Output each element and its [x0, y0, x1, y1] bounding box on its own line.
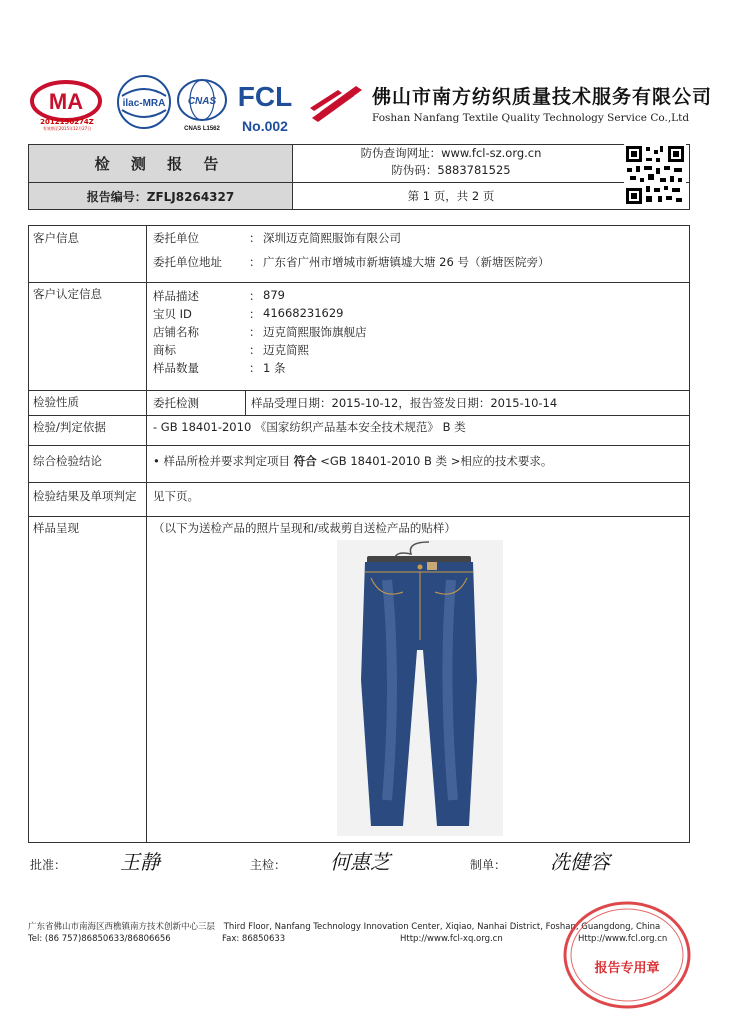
conclusion-row	[29, 445, 689, 483]
nature-value: 委托检测	[153, 396, 199, 410]
qr-code-icon[interactable]	[624, 144, 686, 206]
address-label: 委托单位地址	[153, 255, 222, 269]
jeans-sample-photo	[337, 540, 503, 836]
cma-mark: MA	[48, 89, 84, 114]
footer-fax: Fax: 86850633	[222, 934, 286, 944]
sample-info-row: 客户认定信息 样品描述 ： 879 宝贝 ID ： 41668231629 店铺名称 ： 迈克简熙服饰旗舰店 商标 ： 迈克简熙 样品数量 ： 1 条	[29, 282, 689, 391]
cnas-logo-icon	[176, 76, 228, 134]
ilac-text: ilac-MRA	[122, 98, 166, 109]
brand-value: 迈克简熙	[263, 343, 309, 357]
check-label: 主检：	[250, 858, 287, 872]
unit-value: 深圳迈克简熙服饰有限公司	[263, 231, 401, 245]
fcl-number: No.002	[242, 118, 288, 134]
conclusion-bold: 符合	[293, 454, 317, 468]
unit-label: 委托单位	[153, 231, 199, 245]
stamp-text: 报告专用章	[594, 961, 660, 976]
nature-row	[29, 390, 689, 416]
qty-label: 样品数量	[153, 361, 199, 375]
cma-code: 2012190274Z	[40, 118, 94, 126]
footer-web1[interactable]: Http://www.fcl-xq.org.cn	[400, 934, 503, 944]
cnas-code: CNAS L1562	[184, 126, 220, 132]
id-label: 宝贝 ID	[153, 307, 192, 321]
presentation-label: 样品呈现	[29, 516, 147, 842]
result-label: 检验结果及单项判定	[29, 482, 147, 516]
make-signature: 冼健容	[550, 850, 610, 874]
conclusion-label: 综合检验结论	[29, 445, 147, 482]
brand-label: 商标	[153, 343, 176, 357]
basis-value: - GB 18401-2010 《国家纺织产品基本安全技术规范》 B 类	[153, 420, 466, 434]
cma-subtext: 有效期至2015年12月27日	[42, 126, 92, 131]
company-name-cn: 佛山市南方纺织质量技术服务有限公司	[372, 86, 713, 108]
presentation-note: （以下为送检产品的照片呈现和/或裁剪自送检产品的贴样）	[153, 521, 456, 535]
page-indicator: 第 1 页，共 2 页	[407, 189, 495, 203]
unit-colon: ：	[249, 231, 261, 245]
nanfang-logo-icon	[308, 82, 364, 124]
address-colon: ：	[249, 255, 261, 269]
footer-web2[interactable]: Http://www.fcl.org.cn	[578, 934, 668, 944]
dates-value: 样品受理日期：2015-10-12，报告签发日期：2015-10-14	[251, 396, 558, 410]
result-value: 见下页。	[153, 489, 199, 503]
ilac-mra-logo-icon	[116, 72, 172, 134]
client-info-label: 客户信息	[29, 226, 147, 282]
report-header	[28, 144, 690, 210]
conclusion-post: <GB 18401-2010 B 类 >相应的技术要求。	[320, 454, 553, 468]
report-number: 报告编号：ZFLJ8264327	[29, 183, 293, 209]
approve-label: 批准：	[30, 858, 67, 872]
make-label: 制单：	[470, 858, 507, 872]
nature-label: 检验性质	[29, 390, 147, 415]
cma-logo-icon	[30, 80, 102, 122]
client-info-row	[29, 226, 689, 283]
basis-row	[29, 415, 689, 446]
check-signature: 何惠芝	[330, 850, 390, 874]
fcl-logo-icon	[232, 76, 298, 136]
certification-logos	[30, 72, 730, 142]
report-seal-stamp-icon	[562, 900, 692, 1010]
desc-value: 879	[263, 288, 285, 302]
shop-value: 迈克简熙服饰旗舰店	[263, 325, 367, 339]
address-value: 广东省广州市增城市新塘镇墟大塘 26 号（新塘医院旁）	[263, 255, 550, 269]
footer-address-en: Third Floor, Nanfang Technology Innovation Center, Xiqiao, Nanhai District, Foshan, Guangdong, China	[223, 922, 661, 932]
verify-url: 防伪查询网址：www.fcl-sz.org.cn	[360, 146, 542, 160]
footer-tel: Tel: (86 757)86850633/86806656	[28, 934, 171, 944]
shop-label: 店铺名称	[153, 325, 199, 339]
desc-label: 样品描述	[153, 289, 199, 303]
cnas-text: CNAS	[187, 96, 217, 107]
fcl-text: FCL	[237, 81, 293, 112]
conclusion-pre: • 样品所检并要求判定项目	[153, 454, 290, 468]
report-title: 检 测 报 告	[29, 145, 293, 183]
basis-label: 检验/判定依据	[29, 415, 147, 445]
qty-value: 1 条	[263, 361, 286, 375]
id-value: 41668231629	[263, 306, 344, 320]
verify-code: 防伪码：5883781525	[391, 163, 511, 177]
sample-info-label: 客户认定信息	[29, 282, 147, 390]
approve-signature: 王静	[120, 850, 160, 874]
conclusion-value	[153, 453, 552, 469]
company-name-en: Foshan Nanfang Textile Quality Technology Service Co.,Ltd	[372, 112, 690, 124]
result-row	[29, 482, 689, 517]
footer-address-cn: 广东省佛山市南海区西樵镇南方技术创新中心三层	[28, 922, 216, 932]
